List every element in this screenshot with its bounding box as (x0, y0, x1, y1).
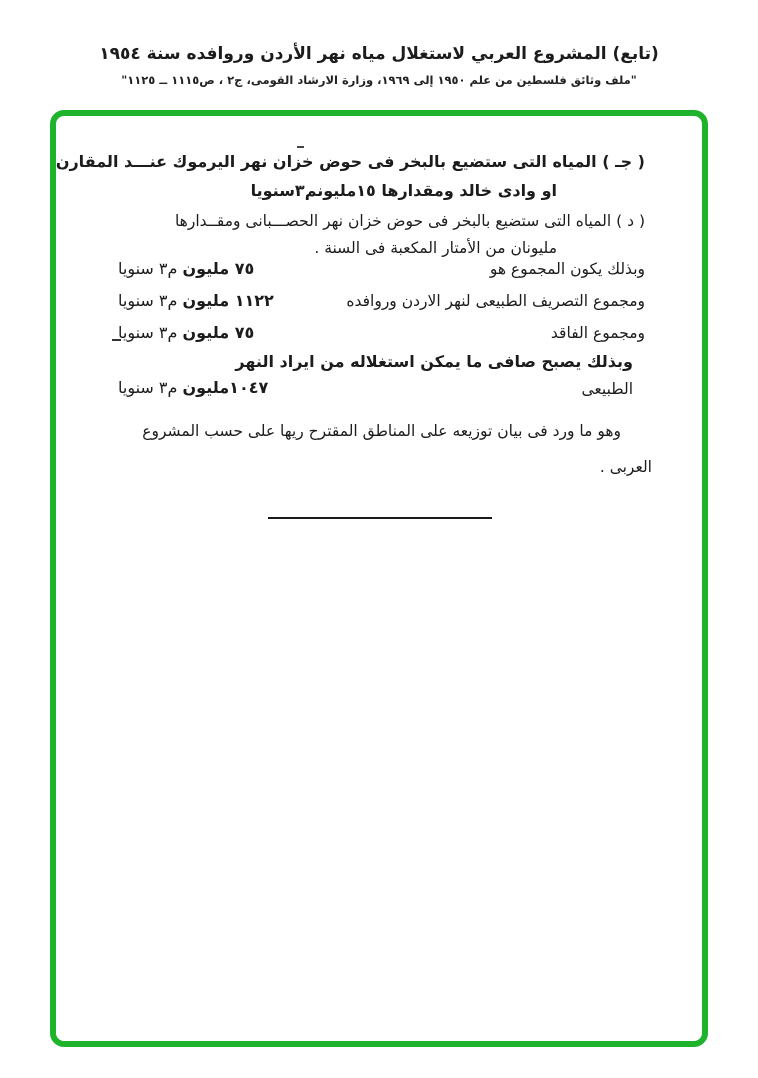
losses-value-unit: م٣ سنويا (118, 323, 178, 342)
document-source-citation: "ملف وثائق فلسطين من علم ١٩٥٠ إلى ١٩٦٩، وزارة الارشاد القومى، ج٢ ، ص١١١٥ ــ ١١٢٥" (121, 73, 637, 87)
total-value (118, 259, 254, 278)
item-d-line1: ( د ) المياه التى ستضيع بالبخر فى حوض خزان نهر الحصـــبانى ومقــدارها (174, 212, 645, 230)
total-value-number: ٧٥ مليون (182, 259, 255, 278)
item-d-line2: مليونان من الأمتار المكعبة فى السنة . (314, 239, 557, 257)
net-value-number: ١٠٤٧مليون (182, 378, 269, 397)
losses-label: ومجموع الفاقد (550, 324, 645, 342)
total-label: وبذلك يكون المجموع هو (489, 260, 645, 278)
section-end-divider (268, 517, 492, 519)
losses-value-number: ٧٥ مليون (182, 323, 255, 342)
net-value (118, 378, 268, 397)
scan-speck (297, 146, 304, 148)
item-c-line1: ( جـ ) المياه التى ستضيع بالبخر فى حوض خزان نهر اليرموك عنـــد المقارن (55, 152, 645, 171)
net-label-line2: الطبيعى (581, 380, 633, 398)
discharge-value-unit: م٣ سنويا (118, 291, 178, 310)
closing-line1: وهو ما ورد فى بيان توزيعه على المناطق المقترح ريها على حسب المشروع (142, 422, 621, 440)
item-c-line2: او وادى خالد ومقدارها ١٥مليونم٣سنويا (250, 181, 557, 200)
net-value-unit: م٣ سنويا (118, 378, 178, 397)
document-title: (تابع) المشروع العربي لاستغلال مياه نهر الأردن وروافده سنة ١٩٥٤ (99, 44, 659, 64)
total-value-unit: م٣ سنويا (118, 259, 178, 278)
discharge-value (118, 291, 274, 310)
net-label-line1: وبذلك يصبح صافى ما يمكن استغلاله من ايراد النهر (235, 352, 633, 371)
losses-value (118, 323, 254, 342)
discharge-value-number: ١١٢٢ مليون (182, 291, 274, 310)
closing-line2: العربى . (599, 458, 652, 476)
discharge-label: ومجموع التصريف الطبيعى لنهر الاردن وروافده (346, 292, 645, 310)
